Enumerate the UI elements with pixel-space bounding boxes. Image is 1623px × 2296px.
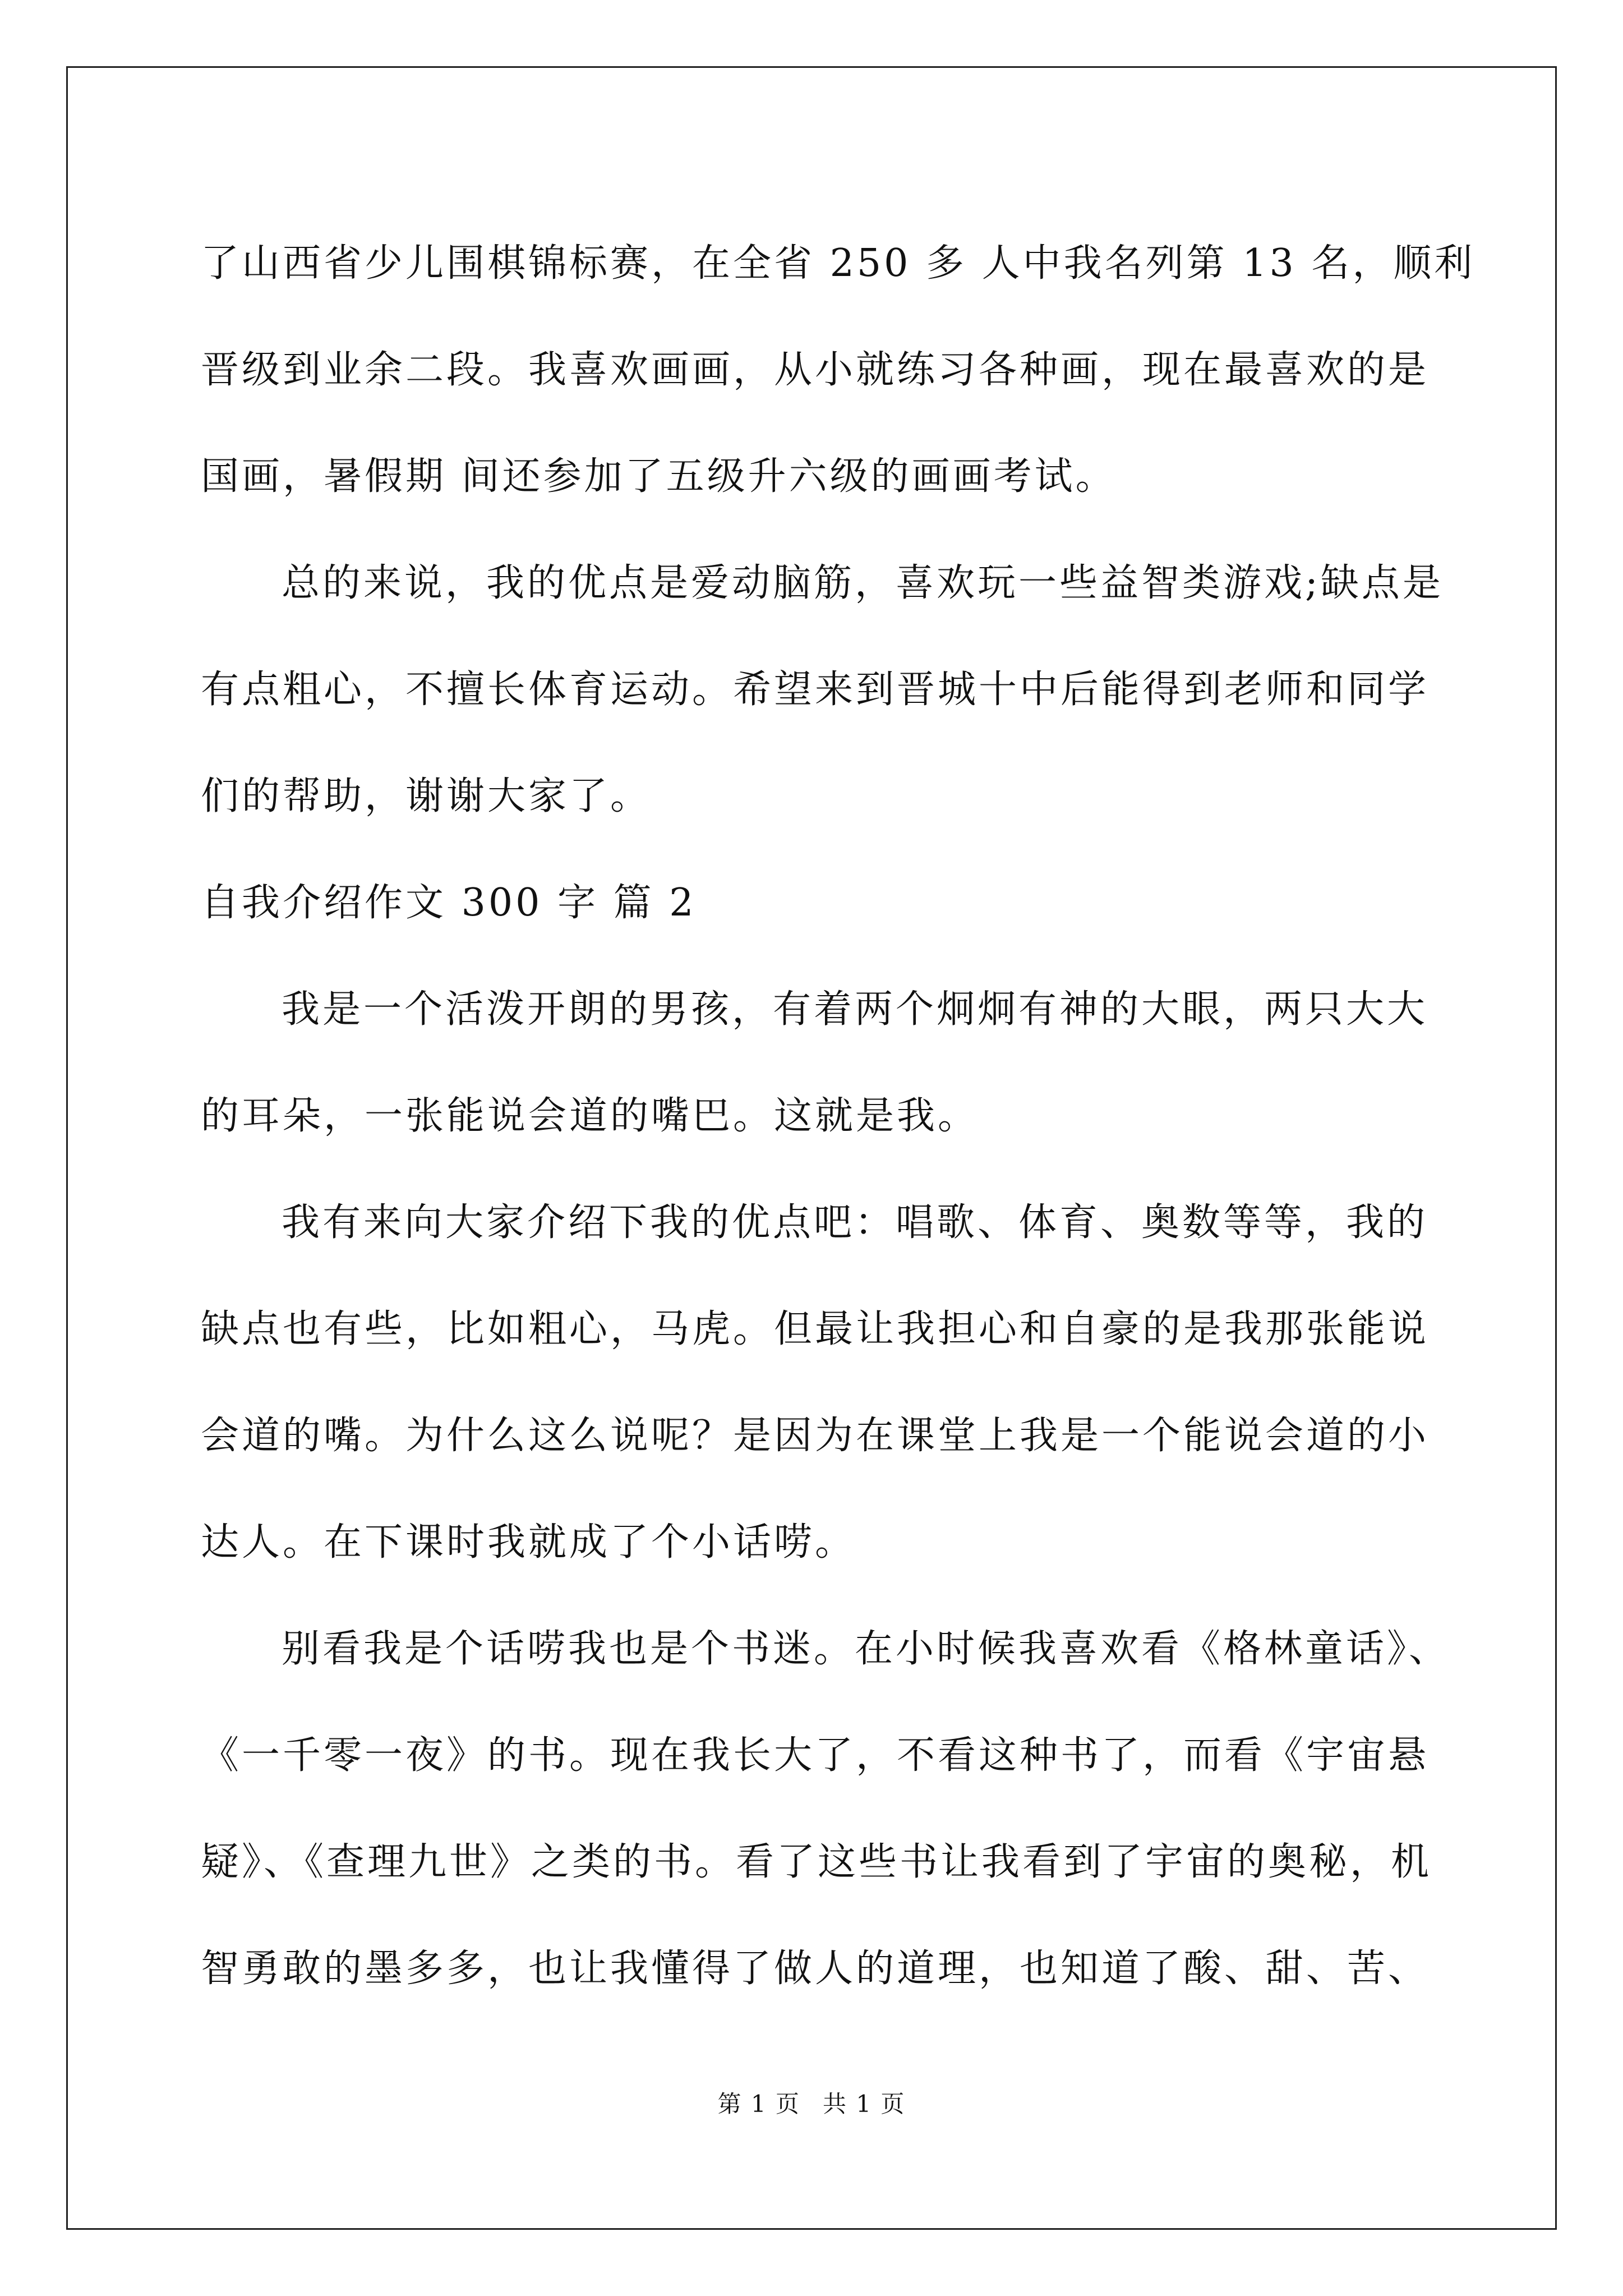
paragraph-start-line: 别看我是个话唠我也是个书迷。在小时候我喜欢看《格林童话》、: [282, 1627, 1450, 1671]
text-line: 晋级到业余二段。我喜欢画画，从小就练习各种画，现在最喜欢的是: [201, 348, 1430, 392]
page-number-current: 第 1 页: [717, 2090, 800, 2118]
text-line: 有点粗心，不擅长体育运动。希望来到晋城十中后能得到老师和同学: [201, 668, 1430, 712]
page-footer: [0, 2086, 1623, 2119]
document-body: [201, 210, 1476, 2022]
text-line: 智勇敢的墨多多，也让我懂得了做人的道理，也知道了酸、甜、苦、: [201, 1947, 1430, 1991]
text-line: 会道的嘴。为什么这么说呢？是因为在课堂上我是一个能说会道的小: [201, 1414, 1430, 1458]
text-line: 的耳朵，一张能说会道的嘴巴。这就是我。: [201, 1094, 979, 1138]
page-number-total: 共 1 页: [823, 2090, 906, 2118]
text-line: 缺点也有些，比如粗心，马虎。但最让我担心和自豪的是我那张能说: [201, 1307, 1430, 1351]
text-line: 《一千零一夜》的书。现在我长大了，不看这种书了，而看《宇宙悬: [201, 1733, 1430, 1778]
paragraph-start-line: 我有来向大家介绍下我的优点吧：唱歌、体育、奥数等等，我的: [282, 1200, 1428, 1245]
paragraph-start-line: 我是一个活泼开朗的男孩，有着两个炯炯有神的大眼，两只大大: [282, 987, 1428, 1032]
text-line: 达人。在下课时我就成了个小话唠。: [201, 1520, 856, 1565]
section-heading: 自我介绍作文 300 字 篇 2: [201, 881, 697, 925]
paragraph-start-line: 总的来说，我的优点是爱动脑筋，喜欢玩一些益智类游戏;缺点是: [282, 561, 1444, 605]
text-line: 国画，暑假期 间还参加了五级升六级的画画考试。: [201, 454, 1117, 499]
text-line: 了山西省少儿围棋锦标赛，在全省 250 多 人中我名列第 13 名，顺利: [201, 241, 1476, 286]
text-line: 疑》、《查理九世》之类的书。看了这些书让我看到了宇宙的奥秘，机: [201, 1840, 1432, 1884]
text-line: 们的帮助，谢谢大家了。: [201, 774, 652, 818]
